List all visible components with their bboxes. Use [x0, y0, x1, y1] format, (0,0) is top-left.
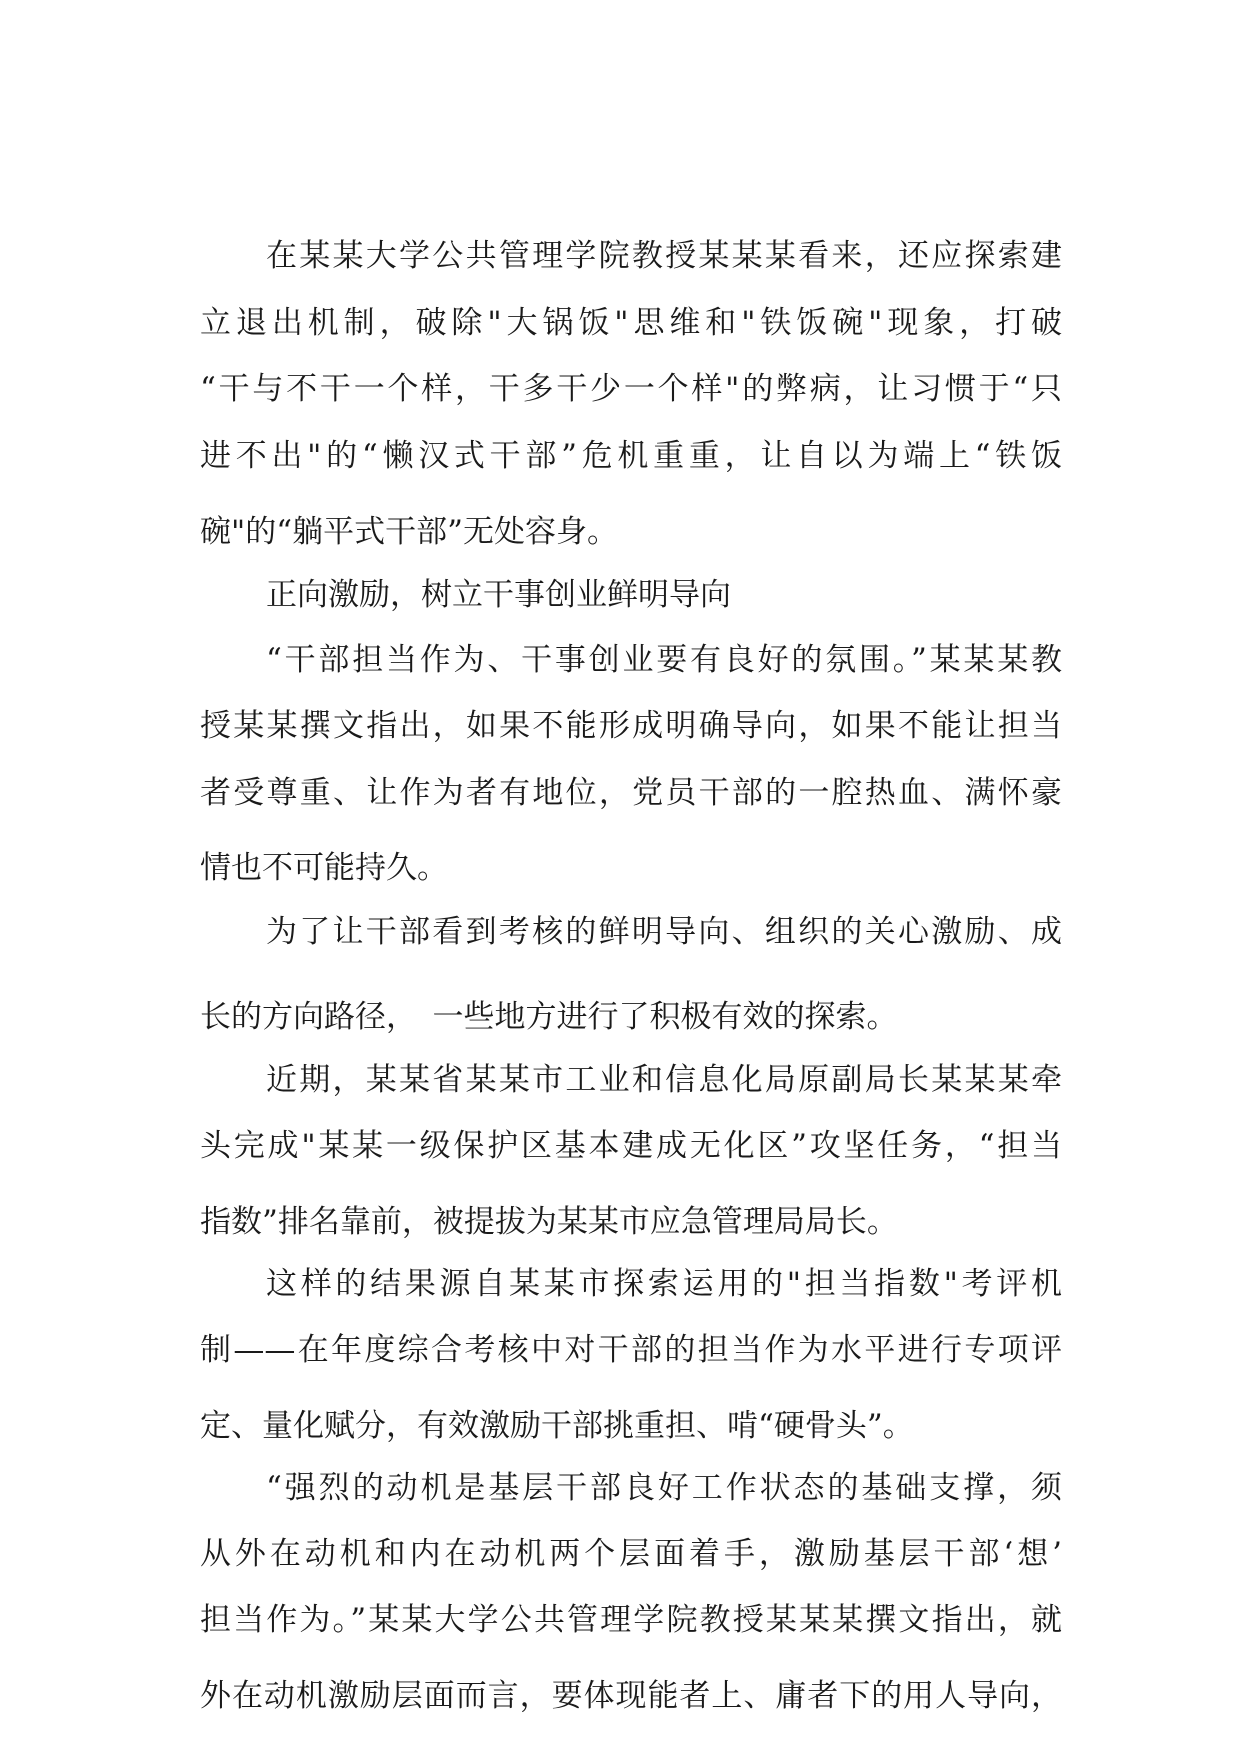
text-line: 外在动机激励层面而言，要体现能者上、庸者下的用人导向， — [200, 1678, 1062, 1714]
text-line: 从外在动机和内在动机两个层面着手，激励基层干部‘想’ — [200, 1536, 1062, 1572]
text-line: “强烈的动机是基层干部良好工作状态的基础支撑，须 — [266, 1470, 1062, 1506]
text-line: 为了让干部看到考核的鲜明导向、组织的关心激励、成 — [266, 914, 1062, 950]
text-line: 碗"的“躺平式干部”无处容身。 — [200, 514, 618, 550]
text-line: 者受尊重、让作为者有地位，党员干部的一腔热血、满怀豪 — [200, 775, 1062, 811]
section-heading-text: 正向激励，树立干事创业鲜明导向 — [266, 577, 731, 613]
text-line: “干与不干一个样，干多干少一个样"的弊病，让习惯于“只 — [200, 371, 1062, 407]
text-line: 近期，某某省某某市工业和信息化局原副局长某某某牵 — [266, 1062, 1062, 1098]
text-line: 立退出机制，破除"大锅饭"思维和"铁饭碗"现象，打破 — [200, 305, 1062, 341]
text-line: 头完成"某某一级保护区基本建成无化区”攻坚任务，“担当 — [200, 1128, 1062, 1164]
text-line: 制——在年度综合考核中对干部的担当作为水平进行专项评 — [200, 1332, 1062, 1368]
text-line: 情也不可能持久。 — [200, 850, 448, 886]
text-line: 在某某大学公共管理学院教授某某某看来，还应探索建 — [266, 238, 1062, 274]
text-line: 指数”排名靠前，被提拔为某某市应急管理局局长。 — [200, 1204, 898, 1240]
text-line: 长的方向路径， 一些地方进行了积极有效的探索。 — [200, 999, 898, 1035]
text-line: 授某某撰文指出，如果不能形成明确导向，如果不能让担当 — [200, 708, 1062, 744]
text-line: “干部担当作为、干事创业要有良好的氛围。”某某某教 — [266, 642, 1062, 678]
text-line: 进不出"的“懒汉式干部”危机重重，让自以为端上“铁饭 — [200, 438, 1062, 474]
text-line: 这样的结果源自某某市探索运用的"担当指数"考评机 — [266, 1266, 1062, 1302]
text-line: 定、量化赋分，有效激励干部挑重担、啃“硬骨头”。 — [200, 1408, 914, 1444]
text-line: 担当作为。”某某大学公共管理学院教授某某某撰文指出，就 — [200, 1602, 1062, 1638]
